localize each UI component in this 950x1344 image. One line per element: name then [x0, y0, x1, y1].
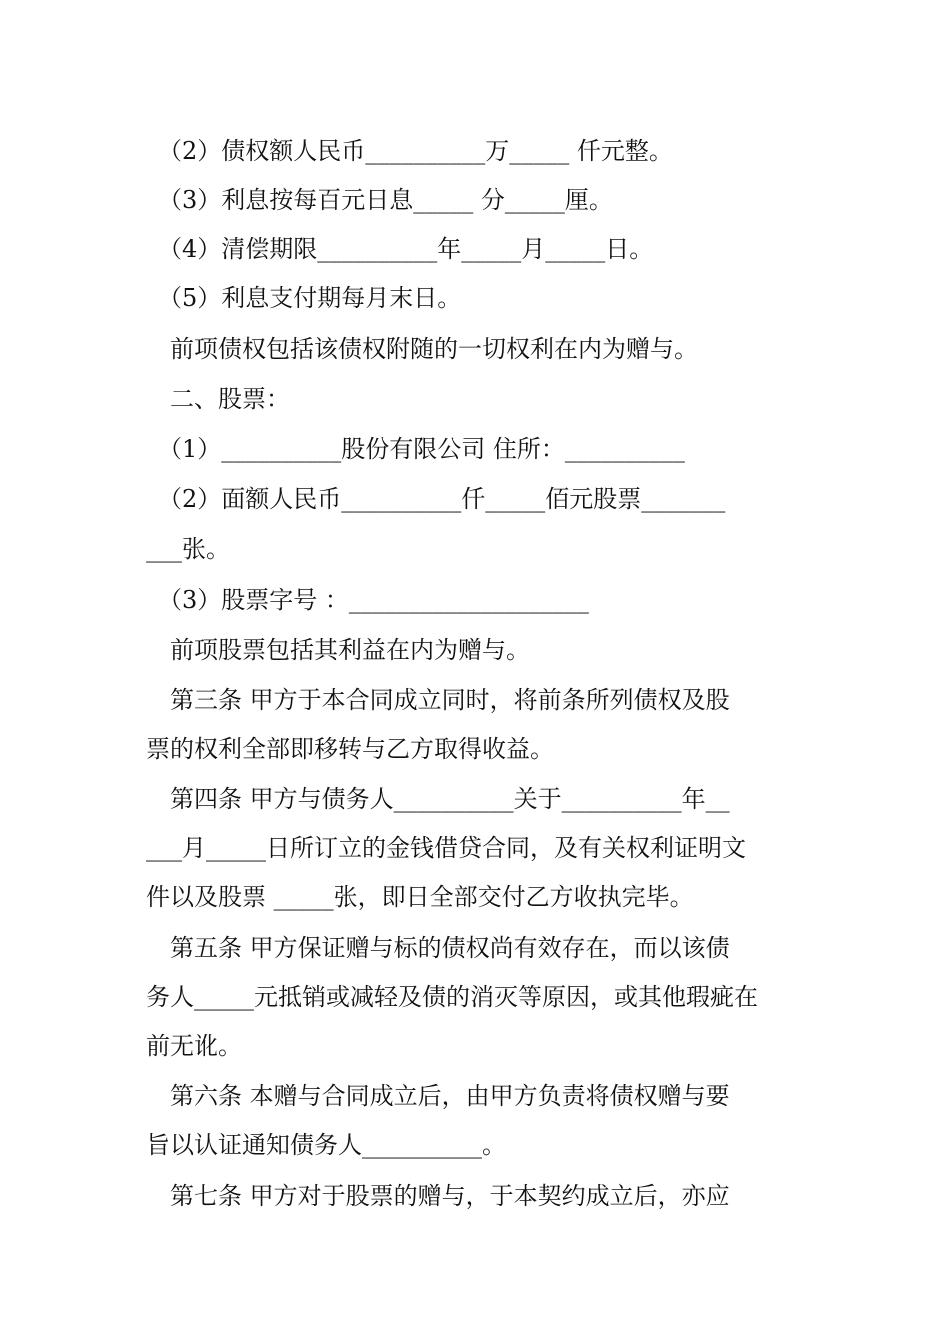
- article-5-line-3: 前无讹。: [146, 1032, 242, 1060]
- stock-company-line: （1）__________股份有限公司 住所：__________: [146, 435, 685, 463]
- article-3-line-2: 票的权利全部即移转与乙方取得收益。: [146, 735, 554, 763]
- article-7-line-1: 第七条 甲方对于股票的赠与，于本契约成立后，亦应: [146, 1182, 730, 1210]
- stock-gift-scope-line: 前项股票包括其利益在内为赠与。: [146, 636, 530, 664]
- article-5-line-2: 务人_____元抵销或减轻及债的消灭等原因，或其他瑕疵在: [146, 983, 758, 1011]
- stock-number-line: （3）股票字号 ：____________________: [146, 586, 589, 614]
- article-5-line-1: 第五条 甲方保证赠与标的债权尚有效存在，而以该债: [146, 934, 730, 962]
- article-3-line-1: 第三条 甲方于本合同成立同时，将前条所列债权及股: [146, 686, 730, 714]
- interest-rate-line: （3）利息按每百元日息_____ 分_____厘。: [146, 186, 613, 214]
- article-4-line-2: ___月_____日所订立的金钱借贷合同，及有关权利证明文: [146, 834, 746, 862]
- debt-gift-scope-line: 前项债权包括该债权附随的一切权利在内为赠与。: [146, 335, 698, 363]
- stock-face-value-line: （2）面额人民币__________仟_____佰元股票_______: [146, 485, 726, 513]
- section-stocks-heading: 二、股票：: [146, 385, 290, 413]
- article-4-line-3: 件以及股票 _____张，即日全部交付乙方收执完毕。: [146, 883, 694, 911]
- article-6-line-2: 旨以认证通知债务人__________。: [146, 1131, 506, 1159]
- article-4-line-1: 第四条 甲方与债务人__________关于__________年__: [146, 785, 730, 813]
- article-6-line-1: 第六条 本赠与合同成立后，由甲方负责将债权赠与要: [146, 1082, 730, 1110]
- debt-amount-line: （2）债权额人民币__________万_____ 仟元整。: [146, 137, 673, 165]
- stock-count-line: ___张。: [146, 535, 230, 563]
- repayment-term-line: （4）清偿期限__________年_____月_____日。: [146, 235, 654, 263]
- interest-payment-line: （5）利息支付期每月末日。: [146, 284, 462, 312]
